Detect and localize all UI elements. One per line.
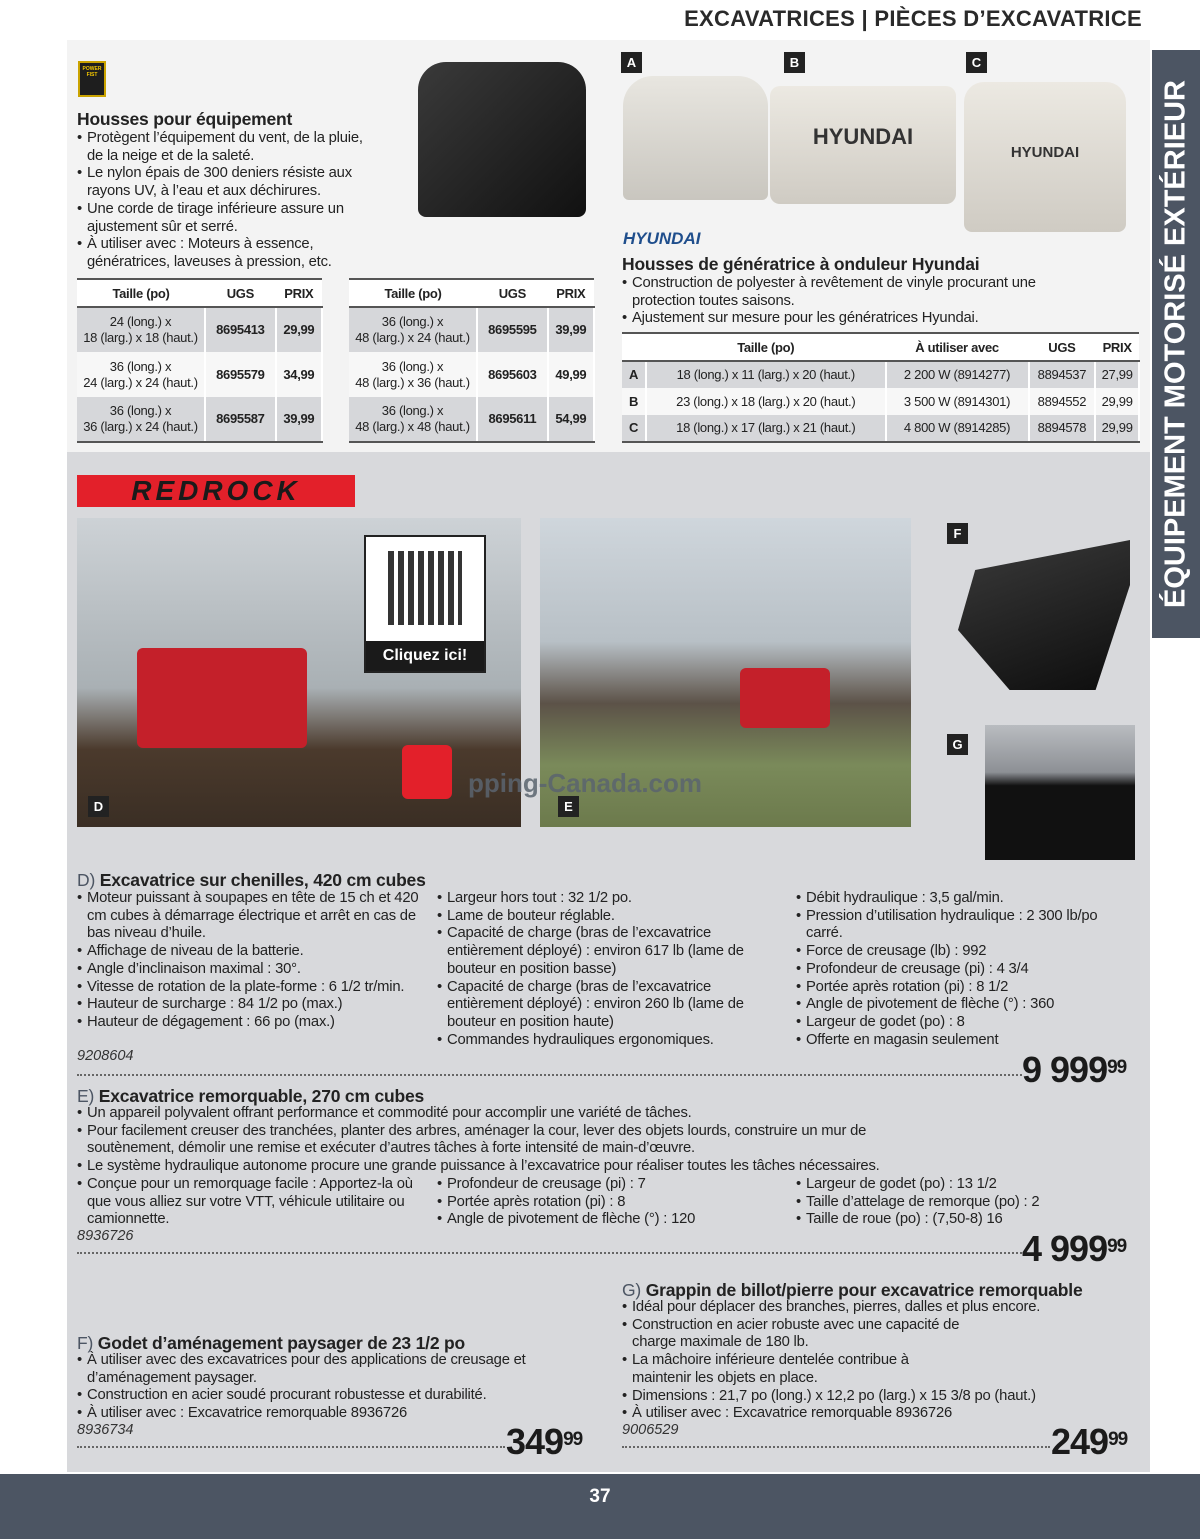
product-f-price: $349^{99}$: [506, 1421, 583, 1462]
feature: • Le nylon épais de 300 deniers résiste aux rayons UV, à l’eau et aux déchirures.: [77, 165, 377, 200]
product-f-sku: 8936734: [77, 1422, 134, 1438]
product-e-title: E) Excavatrice remorquable, 270 cm cubes: [77, 1086, 425, 1106]
col-header: Taille (po): [349, 279, 477, 307]
covers-title: Housses pour équipement: [77, 109, 293, 129]
product-d-features-1: • Moteur puissant à soupapes en tête de 15 ch et 420 cm cubes à démarrage électrique et arrêt en cas de bas niveau d’huile. • Affichage de niveau de la batterie. • Angle d’inclinaison maximal : 30°. • Vitesse de rotation de la plate-forme : 6 1/2 tr/min. • Hauteur de surcharge : 84 1/2 po (max.) • Hauteur de dégagement : 66 po (max.): [77, 890, 427, 1032]
qr-label: Cliquez ici!: [366, 641, 484, 671]
product-e-sku: 8936726: [77, 1228, 134, 1244]
col-header: À utiliser avec: [886, 333, 1029, 361]
col-header: Taille (po): [77, 279, 205, 307]
col-header: PRIX: [1095, 333, 1139, 361]
product-g-price: $249^{99}$: [1051, 1421, 1128, 1462]
generator-cover-a-image: [623, 76, 768, 200]
product-g-sku: 9006529: [622, 1422, 679, 1438]
covers-table-right: [349, 278, 595, 443]
redrock-logo: REDROCK: [77, 475, 355, 507]
page-header-title: EXCAVATRICES | PIÈCES D’EXCAVATRICE: [684, 6, 1142, 31]
covers-table-left: [77, 278, 323, 443]
section-tab: [1152, 50, 1200, 638]
hyundai-title: Housses de génératrice à onduleur Hyundai: [622, 254, 980, 274]
maple-leaf-icon: [402, 745, 452, 799]
table-row: 36 (long.) x 48 (larg.) x 48 (haut.) 8695611 54,99: [349, 397, 594, 442]
product-d-title: D) Excavatrice sur chenilles, 420 cm cubes: [77, 870, 426, 890]
label-e: E: [558, 796, 579, 817]
feature: • À utiliser avec : Moteurs à essence, génératrices, laveuses à pression, etc.: [77, 236, 377, 271]
label-g: G: [947, 734, 968, 755]
generator-cover-c-image: HYUNDAI: [964, 82, 1126, 232]
product-g-title: G) Grappin de billot/pierre pour excavatrice remorquable: [622, 1280, 1083, 1300]
feature: • Une corde de tirage inférieure assure un ajustement sûr et serré.: [77, 201, 377, 236]
product-g-features: • Idéal pour déplacer des branches, pierres, dalles et plus encore. • Construction en acier robuste avec une capacité de charge maximale de 180 lb. • La mâchoire inférieure dentelée contribue à maintenir les objets en place. • Dimensions : 21,7 po (long.) x 12,2 po (larg.) x 15 3/8 po (haut.) • À utiliser avec : Excavatrice remorquable 8936726: [622, 1299, 1122, 1423]
leader-dots: [77, 1446, 505, 1448]
product-e-features-3: • Largeur de godet (po) : 13 1/2 • Taille d’attelage de remorque (po) : 2 • Taille de roue (po) : (7,50-8) 16: [796, 1176, 1126, 1229]
hyundai-features: [622, 275, 1042, 328]
col-header: PRIX: [276, 279, 322, 307]
leader-dots: [622, 1446, 1050, 1448]
watermark: pping-Canada.com: [468, 768, 703, 798]
section-tab-label: ÉQUIPEMENT MOTORISÉ EXTÉRIEUR: [1159, 80, 1192, 608]
col-header: UGS: [1029, 333, 1096, 361]
generator-cover-b-image: HYUNDAI: [770, 86, 956, 204]
qr-code-link[interactable]: [364, 535, 486, 673]
table-row: 36 (long.) x 24 (larg.) x 24 (haut.) 8695579 34,99: [77, 352, 322, 397]
product-e-features-1: • Conçue pour un remorquage facile : Apportez-la où que vous alliez sur votre VTT, véhicule utilitaire ou camionnette.: [77, 1176, 427, 1229]
equipment-cover-image: [418, 62, 586, 217]
hyundai-table: [622, 332, 1140, 443]
label-d: D: [88, 796, 109, 817]
product-e-features-2: • Profondeur de creusage (pi) : 7 • Portée après rotation (pi) : 8 • Angle de pivotement de flèche (°) : 120: [437, 1176, 767, 1229]
page-number: 37: [589, 1486, 611, 1507]
covers-features: [77, 130, 377, 272]
table-row: 36 (long.) x 48 (larg.) x 24 (haut.) 8695595 39,99: [349, 307, 594, 352]
leader-dots: [77, 1252, 1022, 1254]
label-f: F: [947, 523, 968, 544]
footer: [0, 1474, 1200, 1539]
col-header: Taille (po): [646, 333, 886, 361]
product-d-sku: 9208604: [77, 1048, 134, 1064]
product-f-title: F) Godet d’aménagement paysager de 23 1/2 po: [77, 1333, 466, 1353]
leader-dots: [77, 1074, 1022, 1076]
qr-code-icon: [388, 551, 462, 625]
table-row: C 18 (long.) x 17 (larg.) x 21 (haut.) 4 800 W (8914285) 8894578 29,99: [622, 415, 1139, 442]
excavator-body: [137, 648, 307, 748]
col-header: PRIX: [548, 279, 594, 307]
label-a: A: [621, 52, 642, 73]
product-d-features-3: • Débit hydraulique : 3,5 gal/min. • Pression d’utilisation hydraulique : 2 300 lb/po carré. • Force de creusage (lb) : 992 • Profondeur de creusage (pi) : 4 3/4 • Portée après rotation (pi) : 8 1/2 • Angle de pivotement de flèche (°) : 360 • Largeur de godet (po) : 8 • Offerte en magasin seulement: [796, 890, 1126, 1049]
hyundai-logo: HYUNDAI: [623, 229, 701, 248]
table-row: 36 (long.) x 36 (larg.) x 24 (haut.) 8695587 39,99: [77, 397, 322, 442]
label-c: C: [966, 52, 987, 73]
product-f-features: • À utiliser avec des excavatrices pour des applications de creusage et d’aménagement paysager. • Construction en acier soudé procurant robustesse et durabilité. • À utiliser avec : Excavatrice remorquable 8936726: [77, 1352, 557, 1423]
feature: • Ajustement sur mesure pour les génératrices Hyundai.: [622, 310, 1042, 328]
grapple-image: [985, 725, 1135, 860]
table-row: 36 (long.) x 48 (larg.) x 36 (haut.) 8695603 49,99: [349, 352, 594, 397]
table-row: A 18 (long.) x 11 (larg.) x 20 (haut.) 2 200 W (8914277) 8894537 27,99: [622, 361, 1139, 388]
power-fist-logo: POWER FIST: [78, 61, 106, 97]
col-header: UGS: [205, 279, 276, 307]
table-row: 24 (long.) x 18 (larg.) x 18 (haut.) 8695413 29,99: [77, 307, 322, 352]
product-e-features: • Un appareil polyvalent offrant performance et commodité pour accomplir une variété de tâches. • Pour facilement creuser des tranchées, planter des arbres, aménager la cour, lever des objets lourds, construire un mur de soutènement, démolir une remise et exécuter d’autres tâches à forte intensité de main-d’œuvre. • Le système hydraulique autonome procure une grande puissance à l’excavatrice pour réaliser toutes les tâches nécessaires.: [77, 1105, 997, 1176]
product-e-price: 4 $999^{99}$: [1022, 1228, 1127, 1269]
table-row: B 23 (long.) x 18 (larg.) x 20 (haut.) 3 500 W (8914301) 8894552 29,99: [622, 388, 1139, 415]
excavator-body: [740, 668, 830, 728]
feature: • Protègent l’équipement du vent, de la pluie, de la neige et de la saleté.: [77, 130, 377, 165]
col-header: UGS: [477, 279, 548, 307]
feature: • Construction de polyester à revêtement de vinyle procurant une protection toutes saisons.: [622, 275, 1042, 310]
product-d-price: 9 $999^{99}$: [1022, 1049, 1127, 1090]
product-d-features-2: • Largeur hors tout : 32 1/2 po. • Lame de bouteur réglable. • Capacité de charge (bras de l’excavatrice entièrement déployé) : environ 617 lb (lame de bouteur en position basse) • Capacité de charge (bras de l’excavatrice entièrement déployé) : environ 260 lb (lame de bouteur en position haute) • Commandes hydrauliques ergonomiques.: [437, 890, 757, 1049]
label-b: B: [784, 52, 805, 73]
